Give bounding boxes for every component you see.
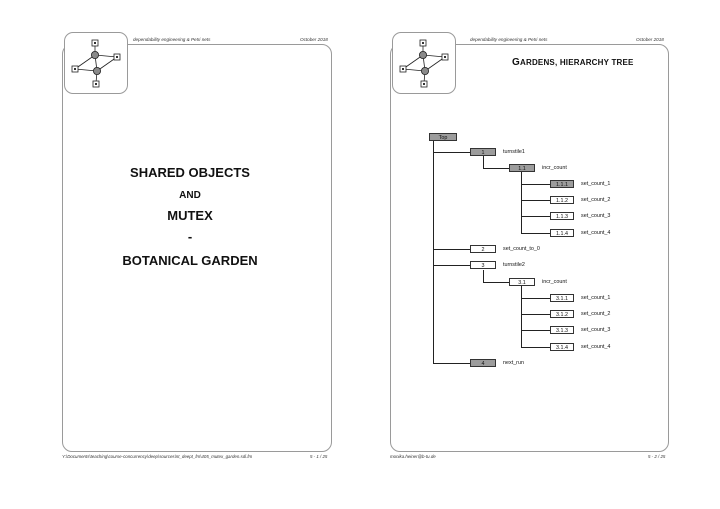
title-line-2: AND	[179, 190, 201, 201]
tree-connector	[483, 156, 484, 168]
tree-connector	[521, 314, 550, 315]
tree-connector	[521, 216, 550, 217]
tree-node-id[interactable]: 4	[470, 359, 496, 367]
tree-node-id[interactable]: 3	[470, 261, 496, 269]
left-footer-page: 5 - 1 / 25	[310, 454, 328, 459]
tree-node-id[interactable]: 1.1.2	[550, 196, 574, 204]
tree-connector	[483, 168, 509, 169]
tree-node-label: set_count_1	[581, 295, 611, 301]
tree-connector	[521, 286, 522, 347]
title-line-5: BOTANICAL GARDEN	[122, 253, 258, 268]
tree-node-label: turnstile2	[503, 262, 525, 268]
tree-node-label: set_count_4	[581, 230, 611, 236]
tree-node-id[interactable]: 3.1.2	[550, 310, 574, 318]
tree-node-id[interactable]: 2	[470, 245, 496, 253]
tree-node-id[interactable]: 1.1.1	[550, 180, 574, 188]
tree-node-id[interactable]: 3.1.3	[550, 326, 574, 334]
tree-node-label: set_count_1	[581, 181, 611, 187]
tree-connector	[521, 184, 550, 185]
left-footer-path: Y:\Documents\teaching\course-concurrency\deep\sources\nt_deept_fm\405_mutex_garden.sdi.fm	[62, 454, 253, 459]
tree-node-id[interactable]: 3.1.4	[550, 343, 574, 351]
left-header-date: October 2018	[300, 37, 328, 42]
tree-connector	[433, 363, 470, 364]
tree-node-id[interactable]: 3.1	[509, 278, 535, 286]
right-header-title: dependability engineering & Petri nets	[470, 37, 548, 42]
right-footer-page: 5 - 2 / 25	[648, 454, 666, 459]
right-header-date: October 2018	[636, 37, 664, 42]
tree-node-id[interactable]: 1	[470, 148, 496, 156]
tree-connector	[521, 330, 550, 331]
left-slide-frame	[62, 44, 332, 452]
title-line-4: -	[187, 229, 193, 244]
left-header-title: dependability engineering & Petri nets	[133, 37, 211, 42]
tree-node-id[interactable]: 3.1.1	[550, 294, 574, 302]
title-part-2: HIERARCHY TREE	[559, 58, 634, 67]
tree-connector	[521, 298, 550, 299]
tree-connector	[433, 152, 470, 153]
tree-node-label: set_count_2	[581, 197, 611, 203]
title-cap-g: G	[512, 57, 520, 68]
tree-connector	[433, 249, 470, 250]
tree-node-label: set_count_4	[581, 344, 611, 350]
tree-node-label: incr_count	[542, 279, 567, 285]
tree-node-label: set_count_2	[581, 311, 611, 317]
tree-node-label: set_count_to_0	[503, 246, 540, 252]
tree-connector	[521, 347, 550, 348]
tree-connector	[521, 233, 550, 234]
petri-net-logo-right	[392, 32, 456, 94]
right-footer-email: monika.heiner@b-tu.de	[390, 454, 436, 459]
petri-net-icon	[65, 33, 127, 93]
title-line-1: SHARED OBJECTS	[130, 165, 250, 180]
petri-net-logo-left	[64, 32, 128, 94]
tree-root-node[interactable]: Top	[429, 133, 457, 141]
title-part-1: ARDENS,	[519, 58, 560, 67]
tree-connector	[433, 265, 470, 266]
tree-connector	[483, 282, 509, 283]
slide-2-title	[512, 57, 634, 68]
tree-connector	[433, 141, 434, 363]
tree-node-id[interactable]: 1.1	[509, 164, 535, 172]
tree-connector	[521, 172, 522, 233]
tree-node-label: turnstile1	[503, 149, 525, 155]
tree-node-id[interactable]: 1.1.3	[550, 212, 574, 220]
tree-node-label: incr_count	[542, 165, 567, 171]
tree-connector	[521, 200, 550, 201]
tree-node-label: next_run	[503, 360, 524, 366]
tree-connector	[483, 270, 484, 282]
title-line-3: MUTEX	[167, 208, 213, 223]
tree-node-id[interactable]: 1.1.4	[550, 229, 574, 237]
tree-node-label: set_count_3	[581, 213, 611, 219]
tree-node-label: set_count_3	[581, 327, 611, 333]
petri-net-icon	[393, 33, 455, 93]
